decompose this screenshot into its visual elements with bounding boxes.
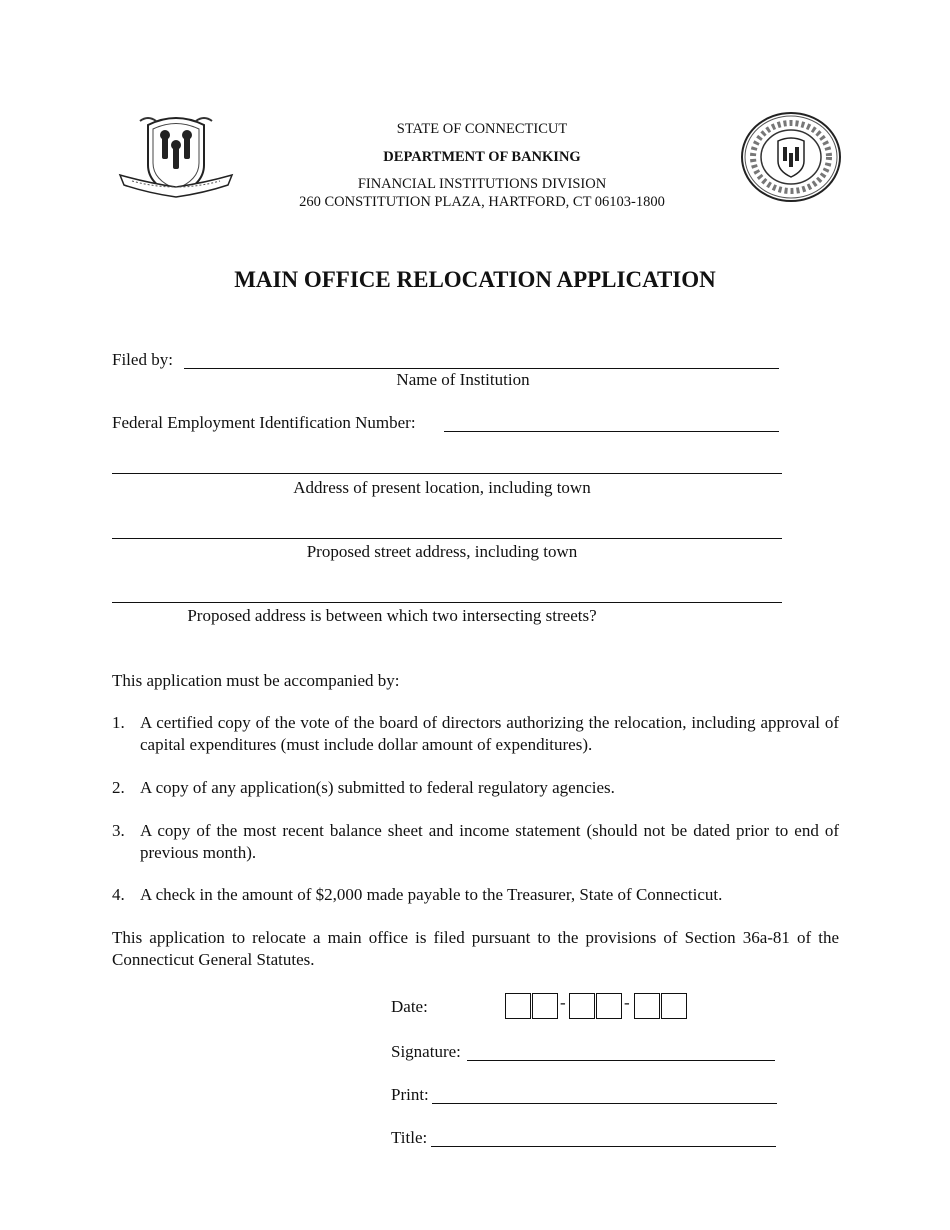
list-item <box>112 712 839 756</box>
date-separator: - <box>624 993 630 1012</box>
state-seal-logo <box>118 113 234 203</box>
title-field[interactable] <box>431 1129 776 1147</box>
proposed-address-field[interactable] <box>112 521 782 539</box>
list-item-text: A certified copy of the vote of the board of directors authorizing the relocation, including approval of capital expenditures (must include dollar amount of expenditures). <box>140 713 839 754</box>
date-year-digit-1[interactable] <box>634 993 660 1019</box>
header-state: STATE OF CONNECTICUT <box>396 121 568 137</box>
date-month-digit-2[interactable] <box>532 993 558 1019</box>
filed-by-field[interactable] <box>184 351 779 369</box>
present-address-caption: Address of present location, including town <box>293 478 591 497</box>
date-label: Date: <box>391 997 428 1016</box>
date-separator: - <box>560 993 566 1012</box>
list-item-text: A copy of the most recent balance sheet and income statement (should not be dated prior to end of previous month). <box>140 821 839 862</box>
requirements-intro: This application must be accompanied by: <box>112 671 400 690</box>
header-division: FINANCIAL INSTITUTIONS DIVISION <box>357 176 607 192</box>
list-item <box>112 820 839 864</box>
intersecting-streets-field[interactable] <box>112 585 782 603</box>
date-month-digit-1[interactable] <box>505 993 531 1019</box>
header-address: 260 CONSTITUTION PLAZA, HARTFORD, CT 06103-1800 <box>299 194 665 210</box>
filed-by-label: Filed by: <box>112 350 173 369</box>
filed-by-caption: Name of Institution <box>396 370 530 389</box>
list-item <box>112 884 839 906</box>
statute-paragraph: This application to relocate a main office is filed pursuant to the provisions of Section 36a-81 of the Connecticut General Statutes. <box>112 928 839 969</box>
list-item <box>112 777 839 799</box>
intersecting-streets-caption: Proposed address is between which two intersecting streets? <box>187 606 597 625</box>
list-item-number: 3. <box>112 821 125 840</box>
signature-field[interactable] <box>467 1043 775 1061</box>
date-year-digit-2[interactable] <box>661 993 687 1019</box>
banking-commissioner-seal-logo <box>740 111 842 203</box>
list-item-number: 1. <box>112 713 125 732</box>
title-label: Title: <box>391 1128 428 1147</box>
list-item-number: 2. <box>112 778 125 797</box>
print-name-field[interactable] <box>432 1086 777 1104</box>
print-label: Print: <box>391 1085 429 1104</box>
present-address-field[interactable] <box>112 456 782 474</box>
fein-field[interactable] <box>444 414 779 432</box>
header-department: DEPARTMENT OF BANKING <box>383 149 581 165</box>
list-item-text: A check in the amount of $2,000 made payable to the Treasurer, State of Connecticut. <box>140 885 723 904</box>
page-title: MAIN OFFICE RELOCATION APPLICATION <box>234 267 716 292</box>
list-item-number: 4. <box>112 885 125 904</box>
proposed-address-caption: Proposed street address, including town <box>306 542 578 561</box>
fein-label: Federal Employment Identification Number: <box>112 413 416 432</box>
date-day-digit-2[interactable] <box>596 993 622 1019</box>
date-day-digit-1[interactable] <box>569 993 595 1019</box>
list-item-text: A copy of any application(s) submitted to federal regulatory agencies. <box>140 778 615 797</box>
signature-label: Signature: <box>391 1042 461 1061</box>
